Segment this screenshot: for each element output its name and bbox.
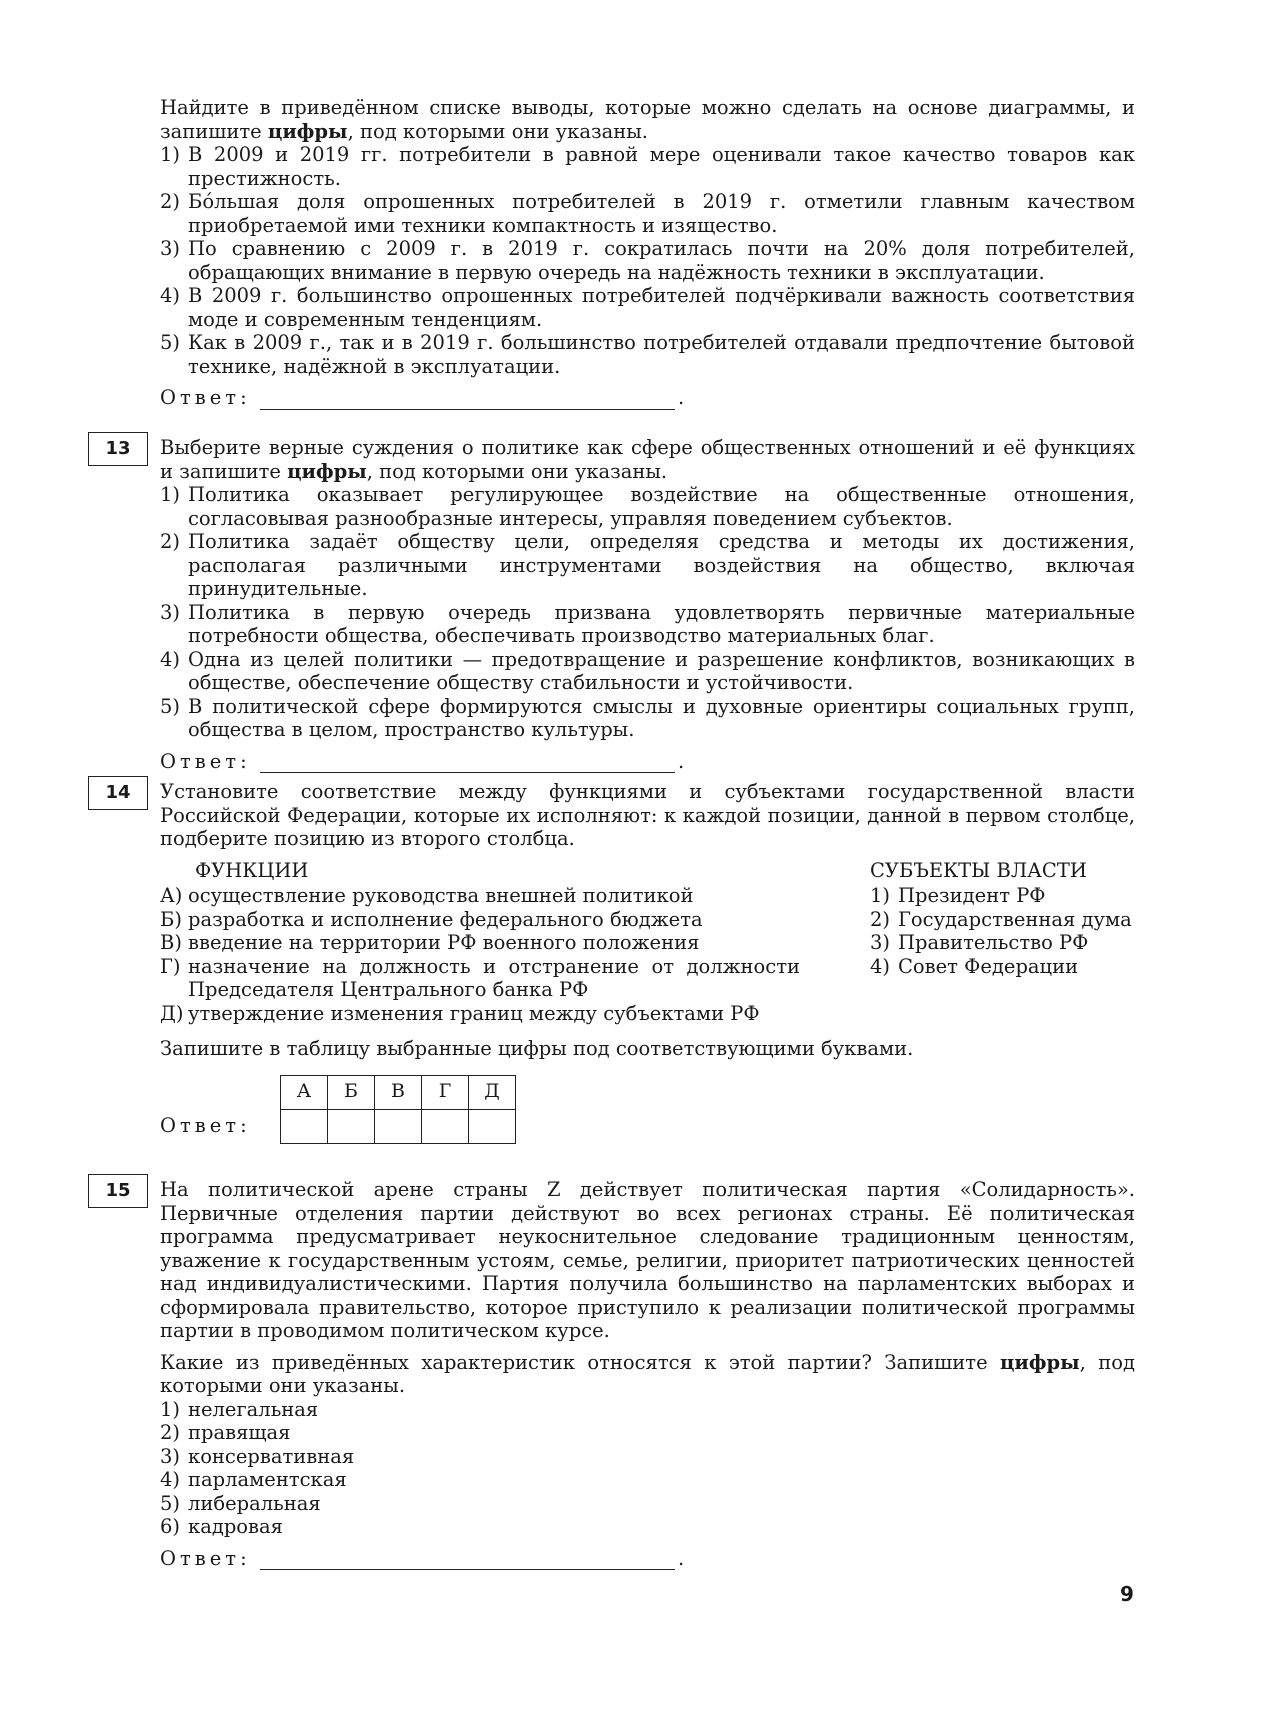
- function-item-text: назначение на должность и отстранение от должности Председателя Центрального банка РФ: [188, 954, 800, 1001]
- conclusion-item: [160, 237, 1135, 284]
- characteristic-item-number: 5): [160, 1491, 181, 1515]
- judgement-item-text: Политика задаёт обществу цели, определяя средства и методы их достижения, располагая различными инструментами воздействия на общество, включая принудительные.: [188, 530, 1135, 600]
- subjects-column: [870, 859, 1135, 1026]
- conclusion-item: [160, 284, 1135, 331]
- question-number-13: 13: [88, 432, 148, 466]
- characteristic-item-text: нелегальная: [188, 1397, 319, 1421]
- conclusion-item: [160, 143, 1135, 190]
- function-item-number: Д): [160, 1001, 184, 1025]
- function-item-text: осуществление руководства внешней политикой: [188, 884, 694, 907]
- conclusion-item: [160, 331, 1135, 378]
- conclusion-item-text: Бóльшая доля опрошенных потребителей в 2019 г. отметили главным качеством приобретаемой ими техники компактность и изящество.: [188, 190, 1135, 237]
- function-item-text: разработка и исполнение федерального бюджета: [188, 907, 703, 931]
- judgement-item: [160, 648, 1135, 695]
- answer-label: Ответ:: [160, 749, 251, 773]
- judgement-item-text: Политика в первую очередь призвана удовлетворять первичные материальные потребности общества, обеспечивать производство материальных благ.: [188, 600, 1135, 647]
- conclusion-item-text: По сравнению с 2009 г. в 2019 г. сократилась почти на 20% доля потребителей, обращающих внимание в первую очередь на надёжность техники в эксплуатации.: [188, 237, 1135, 284]
- conclusion-item-number: 4): [160, 284, 181, 307]
- function-item: [160, 1002, 800, 1026]
- answer-table-letter: Б: [328, 1075, 375, 1109]
- question-15-text: На политической арене страны Z действует политическая партия «Солидарность». Первичные отделения партии действуют во всех регионах страны. Её политическая программа предусматривает неукоснительное следование традиционным ценностям, уважение к государственным устоям, семье, религии, приоритет патриотических ценностей над индивидуалистическими. Партия получила большинство на парламентских выборах и сформировала правительство, которое приступило к реализации политической программы партии в проводимом политическом курсе.: [160, 1178, 1135, 1342]
- conclusion-item-text: В 2009 и 2019 гг. потребители в равной мере оценивали такое качество товаров как престижность.: [188, 143, 1135, 190]
- page-number: 9: [1120, 1582, 1134, 1606]
- judgement-item: [160, 601, 1135, 648]
- answer-table-cell[interactable]: [375, 1109, 422, 1143]
- conclusion-item-number: 3): [160, 237, 181, 260]
- characteristic-item-number: 2): [160, 1421, 181, 1444]
- answer-table: [280, 1075, 516, 1144]
- characteristic-item-text: либеральная: [188, 1491, 321, 1515]
- intro-section: [160, 96, 1135, 410]
- answer-table-cell[interactable]: [328, 1109, 375, 1143]
- answer-table-inputs: [281, 1109, 516, 1143]
- subject-item-text: Совет Федерации: [898, 954, 1079, 978]
- judgement-item: [160, 695, 1135, 742]
- judgement-item-text: Одна из целей политики — предотвращение и разрешение конфликтов, возникающих в обществе, обеспечение обществу стабильности и устойчивости.: [188, 647, 1135, 694]
- characteristic-item-text: правящая: [188, 1421, 291, 1444]
- function-item-text: утверждение изменения границ между субъектами РФ: [188, 1001, 760, 1025]
- question-15-answer: Ответ: .: [160, 1546, 685, 1570]
- function-item: [160, 955, 800, 1002]
- answer-table-letter: А: [281, 1075, 328, 1109]
- conclusion-item: [160, 190, 1135, 237]
- question-14: [160, 780, 1135, 1144]
- function-item: [160, 884, 800, 908]
- characteristic-item: [160, 1421, 1135, 1445]
- question-13-list: [160, 483, 1135, 742]
- question-13-answer: Ответ: .: [160, 749, 685, 773]
- answer-table-letter: Д: [469, 1075, 516, 1109]
- subject-item-text: Президент РФ: [898, 884, 1046, 907]
- answer-table-cell[interactable]: [281, 1109, 328, 1143]
- characteristic-item-text: парламентская: [188, 1468, 347, 1491]
- characteristic-item: [160, 1492, 1135, 1516]
- characteristic-item-number: 4): [160, 1468, 181, 1491]
- subject-item-text: Государственная дума: [898, 907, 1132, 931]
- subject-item: [870, 931, 1135, 955]
- subject-item: [870, 908, 1135, 932]
- judgement-item: [160, 483, 1135, 530]
- characteristic-item-number: 3): [160, 1444, 181, 1468]
- question-15-list: [160, 1398, 1135, 1539]
- judgement-item-text: В политической сфере формируются смыслы и духовные ориентиры социальных групп, общества в целом, пространство культуры.: [188, 694, 1135, 741]
- question-14-text: Установите соответствие между функциями и субъектами государственной власти Российской Федерации, которые их исполняют: к каждой позиции, данной в первом столбце, подберите позицию из второго столбца.: [160, 780, 1135, 850]
- question-13-text: Выберите верные суждения о политике как сфере общественных отношений и её функциях и запишите цифры, под которыми они указаны.: [160, 436, 1135, 483]
- question-number-15: 15: [88, 1174, 148, 1208]
- subject-item: [870, 884, 1135, 908]
- judgement-item-number: 2): [160, 530, 181, 553]
- judgement-item-number: 5): [160, 694, 181, 718]
- function-item: [160, 908, 800, 932]
- functions-column: [160, 859, 800, 1026]
- answer-table-header: [281, 1075, 516, 1109]
- judgement-item-number: 1): [160, 483, 181, 506]
- answer-table-cell[interactable]: [469, 1109, 516, 1143]
- functions-header: ФУНКЦИИ: [195, 858, 309, 882]
- characteristic-item-text: консервативная: [188, 1444, 355, 1468]
- function-item-text: введение на территории РФ военного положения: [188, 931, 700, 954]
- subjects-header: СУБЪЕКТЫ ВЛАСТИ: [870, 858, 1087, 882]
- characteristic-item: [160, 1398, 1135, 1422]
- characteristic-item: [160, 1445, 1135, 1469]
- answer-table-letter: В: [375, 1075, 422, 1109]
- answer-label: Ответ:: [160, 1546, 251, 1570]
- intro-text: Найдите в приведённом списке выводы, которые можно сделать на основе диаграммы, и запишите цифры, под которыми они указаны.: [160, 96, 1135, 143]
- question-number-14: 14: [88, 776, 148, 810]
- question-14-instruction: Запишите в таблицу выбранные цифры под соответствующими буквами.: [160, 1037, 914, 1060]
- characteristic-item: [160, 1468, 1135, 1492]
- subject-item-number: 3): [870, 931, 891, 954]
- conclusion-item-number: 5): [160, 331, 181, 354]
- judgement-item: [160, 530, 1135, 601]
- answer-label: Ответ:: [160, 386, 251, 409]
- subject-item-number: 1): [870, 884, 891, 907]
- characteristic-item: [160, 1515, 1135, 1539]
- subject-item: [870, 955, 1135, 979]
- conclusion-item-number: 1): [160, 143, 181, 166]
- function-item-number: В): [160, 931, 182, 954]
- judgement-item-number: 3): [160, 600, 181, 624]
- intro-answer: Ответ: .: [160, 386, 685, 409]
- answer-line[interactable]: [260, 391, 675, 410]
- conclusion-item-text: Как в 2009 г., так и в 2019 г. большинство потребителей отдавали предпочтение бытовой технике, надёжной в эксплуатации.: [188, 331, 1135, 378]
- subject-item-number: 4): [870, 954, 891, 978]
- answer-line[interactable]: [260, 1551, 675, 1570]
- characteristic-item-number: 6): [160, 1515, 181, 1538]
- subject-item-number: 2): [870, 907, 891, 931]
- answer-table-cell[interactable]: [422, 1109, 469, 1143]
- function-item-number: Б): [160, 907, 182, 931]
- conclusion-item-number: 2): [160, 190, 181, 213]
- answer-label: Ответ:: [160, 1113, 251, 1137]
- question-15-question: Какие из приведённых характеристик относятся к этой партии? Запишите цифры, под которыми они указаны.: [160, 1350, 1135, 1397]
- function-item: [160, 931, 800, 955]
- function-item-number: А): [160, 884, 183, 907]
- judgement-item-number: 4): [160, 647, 181, 671]
- subject-item-text: Правительство РФ: [898, 931, 1089, 954]
- function-item-number: Г): [160, 954, 181, 978]
- question-15: [160, 1178, 1135, 1570]
- conclusion-item-text: В 2009 г. большинство опрошенных потребителей подчёркивали важность соответствия моде и современным тенденциям.: [188, 284, 1135, 331]
- characteristic-item-text: кадровая: [188, 1515, 283, 1538]
- answer-table-letter: Г: [422, 1075, 469, 1109]
- intro-list: [160, 143, 1135, 378]
- characteristic-item-number: 1): [160, 1397, 181, 1421]
- matching-columns: [160, 859, 1135, 1026]
- question-13: [160, 436, 1135, 773]
- question-14-answer: [160, 1075, 1135, 1144]
- judgement-item-text: Политика оказывает регулирующее воздействие на общественные отношения, согласовывая разнообразные интересы, управляя поведением субъектов.: [188, 483, 1135, 530]
- answer-line[interactable]: [260, 754, 675, 773]
